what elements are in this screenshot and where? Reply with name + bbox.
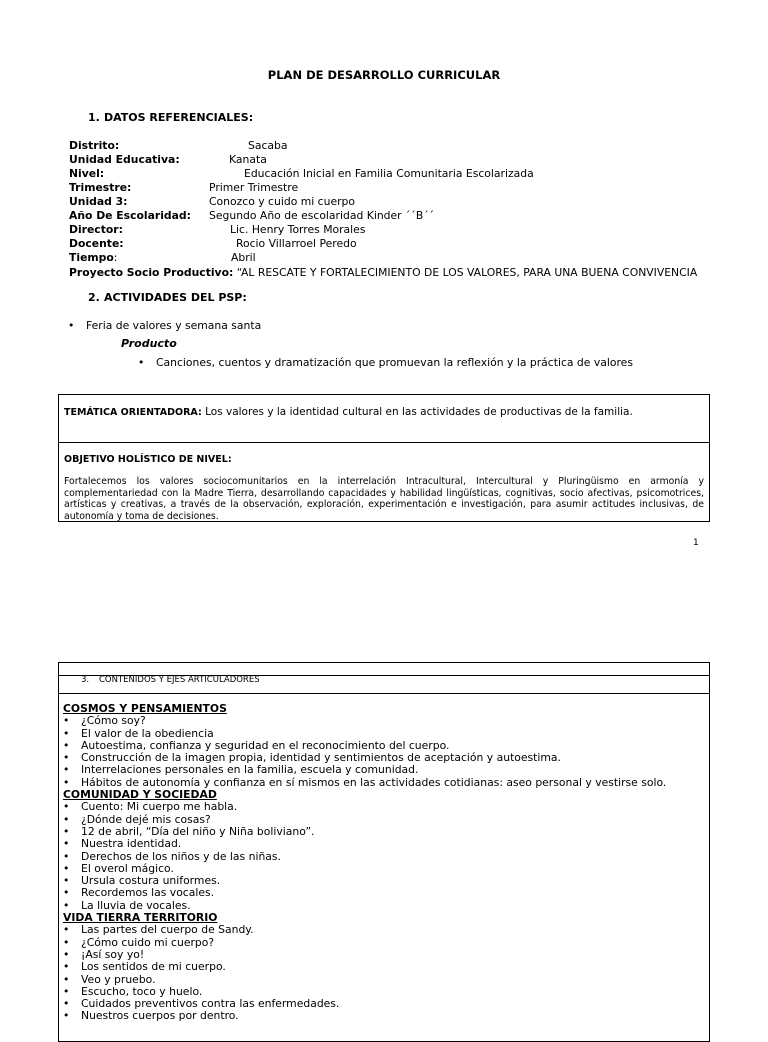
list-item: • Los sentidos de mi cuerpo.	[63, 960, 226, 974]
contenidos-list	[63, 703, 703, 1023]
section-2-heading: 2. ACTIVIDADES DEL PSP:	[88, 291, 247, 304]
bullet-icon: •	[138, 356, 145, 369]
contenidos-table	[58, 662, 710, 1042]
tematica-orientadora: TEMÁTICA ORIENTADORA: Los valores y la identidad cultural en las actividades de productivas de la familia.	[64, 406, 633, 418]
objetivo-text: Fortalecemos los valores sociocomunitarios en la interrelación Intracultural, Intercultural y Pluringüismo en armonía y complementariedad con la Madre Tierra, desarrollando capacidades y habilidad lingüísticas, cognitivas, socio afectivas, psicomotrices, artísticas y creativas, a través de la observación, exploración, experimentación e investigación, para asumir actitudes inclusivas, de autonomía y toma de decisiones.	[64, 476, 704, 522]
datos-row-tiempo: Tiempo: Abril	[69, 251, 256, 264]
list-item: • ¡Así soy yo!	[63, 947, 145, 961]
bullet-icon: •	[63, 947, 70, 961]
bullet-icon: •	[63, 714, 70, 728]
bullet-icon: •	[63, 1009, 70, 1023]
datos-row-distrito: Distrito: Sacaba	[69, 139, 288, 152]
list-item: • El valor de la obediencia	[63, 726, 214, 740]
list-item: • Autoestima, confianza y seguridad en el reconocimiento del cuerpo.	[63, 738, 450, 752]
bullet-icon: •	[63, 984, 70, 998]
category-heading: VIDA TIERRA TERRITORIO	[63, 911, 218, 925]
bullet-icon: •	[63, 923, 70, 937]
bullet-icon: •	[63, 972, 70, 986]
bullet-icon: •	[63, 849, 70, 863]
list-item: • Escucho, toco y huelo.	[63, 984, 203, 998]
bullet-icon: •	[63, 763, 70, 777]
document-title: PLAN DE DESARROLLO CURRICULAR	[267, 68, 501, 82]
list-item: • ¿Cómo soy?	[63, 714, 146, 728]
bullet-icon: •	[68, 319, 75, 332]
list-item: • Cuento: Mi cuerpo me habla.	[63, 800, 238, 814]
bullet-icon: •	[63, 726, 70, 740]
tematica-objetivo-table	[58, 394, 710, 522]
datos-row-nivel: Nivel: Educación Inicial en Familia Comunitaria Escolarizada	[69, 167, 534, 180]
bullet-icon: •	[63, 935, 70, 949]
datos-row-escolaridad: Año De Escolaridad: Segundo Año de escolaridad Kinder ´´B´´	[69, 209, 435, 222]
list-item: • 12 de abril, “Día del niño y Niña boliviano”.	[63, 824, 315, 838]
bullet-icon: •	[63, 800, 70, 814]
datos-row-unidad: Unidad 3: Conozco y cuido mi cuerpo	[69, 195, 355, 208]
section-3-heading: 3. CONTENIDOS Y EJES ARTICULADORES	[81, 675, 260, 685]
bullet-icon: •	[63, 751, 70, 765]
list-item: • El overol mágico.	[63, 861, 174, 875]
list-item: • Las partes del cuerpo de Sandy.	[63, 923, 254, 937]
list-item: • ¿Dónde dejé mis cosas?	[63, 812, 211, 826]
list-item: • Derechos de los niños y de las niñas.	[63, 849, 281, 863]
table-divider	[59, 442, 709, 443]
list-item: • ¿Cómo cuido mi cuerpo?	[63, 935, 215, 949]
bullet-icon: •	[63, 898, 70, 912]
datos-row-unidad-educativa: Unidad Educativa: Kanata	[69, 153, 267, 166]
list-item: • Construcción de la imagen propia, identidad y sentimientos de aceptación y autoestima.	[63, 751, 561, 765]
bullet-icon: •	[63, 997, 70, 1011]
list-item: • Hábitos de autonomía y confianza en sí mismos en las actividades cotidianas: aseo personal y vestirse solo.	[63, 775, 667, 789]
category-heading: COSMOS Y PENSAMIENTOS	[63, 702, 227, 715]
list-item: • Recordemos las vocales.	[63, 886, 215, 900]
list-item: • Ursula costura uniformes.	[63, 874, 221, 888]
list-item: • Nuestra identidad.	[63, 837, 182, 851]
list-item: • Nuestros cuerpos por dentro.	[63, 1009, 239, 1023]
bullet-icon: •	[63, 837, 70, 851]
document-page: PLAN DE DESARROLLO CURRICULAR 1. DATOS REFERENCIALES: Distrito: Sacaba Unidad Educativa: Kanata Nivel: Educación Inicial en Familia Comunitaria Escolarizada Trimestre: Primer Trimestre Unidad 3: Conozco y cuido mi cuerpo Año De Escolaridad: Segundo Año de escolaridad Kinder ´´B´´ Director: Lic. Henry Torres Morales Docente: Rocio Villarroel Peredo Tiempo: Abril Proyecto Socio Productivo: “AL RESCATE Y FORTALECIMIENTO DE LOS VALORES, PARA UNA BUENA CONVIVENCIA 2. ACTIVIDADES DEL PSP: • Feria de valores y semana santa Producto • Canciones, cuentos y dramatización que promuevan la reflexión y la práctica de valores TEMÁTICA ORIENTADORA: Los valores y la identidad cultural en las actividades de productivas de la familia. OBJETIVO HOLÍSTICO DE NIVEL: Fortalecemos los valores sociocomunitarios en la interrelación Intracultural, Intercultural y Pluringüismo en armonía y complementariedad con la Madre Tierra, desarrollando capacidades y habilidad lingüísticas, cognitivas, socio afectivas, psicomotrices, artísticas y creativas, a través de la observación, exploración, experimentación e investigación, para asumir actitudes inclusivas, de autonomía y toma de decisiones. 1 3. CONTENIDOS Y EJES ARTICULADORES COSMOS Y PENSAMIENTOS • ¿Cómo soy? • El valor de la obediencia • Autoestima, confianza y seguridad en el reconocimiento del cuerpo. • Construcción de la imagen propia, identidad y sentimientos de aceptación y autoestima. • Interrelaciones personales en la familia, escuela y comunidad. • Hábitos de autonomía y confianza en sí mismos en las actividades cotidianas: aseo personal y vestirse solo. COMUNIDAD Y SOCIEDAD • Cuento: Mi cuerpo me habla. • ¿Dónde dejé mis cosas? • 12 de abril, “Día del niño y Niña boliviano”. • Nuestra identidad. • Derechos de los niños y de las niñas. • El overol mágico. • Ursula costura uniformes. • Recordemos las vocales. • La lluvia de vocales. VIDA TIERRA TERRITORIO • Las partes del cuerpo de Sandy. • ¿Cómo cuido mi cuerpo? • ¡Así soy yo! • Los sentidos de mi cuerpo. • Veo y pruebo. • Escucho, toco y huelo. • Cuidados preventivos contra las enfermedades. • Nuestros cuerpos por dentro.	[0, 0, 768, 1024]
list-item: • Interrelaciones personales en la familia, escuela y comunidad.	[63, 763, 419, 777]
datos-row-proyecto: Proyecto Socio Productivo: “AL RESCATE Y FORTALECIMIENTO DE LOS VALORES, PARA UNA BUENA CONVIVENCIA	[69, 266, 698, 279]
objetivo-label: OBJETIVO HOLÍSTICO DE NIVEL:	[64, 454, 232, 465]
producto-label: Producto	[121, 337, 177, 350]
datos-row-trimestre: Trimestre: Primer Trimestre	[69, 181, 299, 194]
bullet-icon: •	[63, 960, 70, 974]
bullet-icon: •	[63, 886, 70, 900]
bullet-icon: •	[63, 738, 70, 752]
list-item: • Cuidados preventivos contra las enfermedades.	[63, 997, 340, 1011]
list-item: • La lluvia de vocales.	[63, 898, 191, 912]
section-1-heading: 1. DATOS REFERENCIALES:	[88, 111, 254, 124]
list-item: • Veo y pruebo.	[63, 972, 156, 986]
bullet-icon: •	[63, 824, 70, 838]
category-heading: COMUNIDAD Y SOCIEDAD	[63, 788, 217, 802]
bullet-icon: •	[63, 775, 70, 789]
table-divider	[59, 693, 709, 694]
datos-row-director: Director: Lic. Henry Torres Morales	[69, 223, 366, 236]
bullet-icon: •	[63, 861, 70, 875]
bullet-icon: •	[63, 812, 70, 826]
bullet-icon: •	[63, 874, 70, 888]
page-number: 1	[693, 538, 699, 548]
datos-row-docente: Docente: Rocio Villarroel Peredo	[69, 237, 357, 250]
